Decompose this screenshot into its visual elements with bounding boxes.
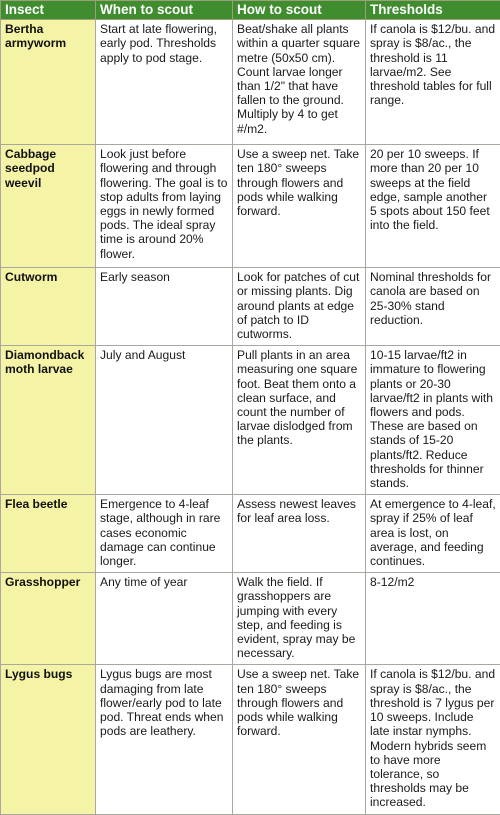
insect-name-cell: Bertha armyworm bbox=[1, 20, 96, 145]
insect-name-cell: Cabbage seedpod weevil bbox=[1, 145, 96, 268]
table-header-row bbox=[1, 1, 500, 20]
column-header-insect: Insect bbox=[1, 1, 96, 20]
how-to-scout-cell: Walk the field. If grasshoppers are jumping with every step, and feeding is evident, spray may be necessary. bbox=[233, 573, 366, 665]
threshold-cell: If canola is $12/bu. and spray is $8/ac., the threshold is 11 larvae/m2. See threshold tables for full range. bbox=[366, 20, 500, 145]
table-row bbox=[1, 495, 500, 573]
table-row bbox=[1, 20, 500, 145]
table-row bbox=[1, 268, 500, 346]
when-to-scout-cell: Start at late flowering, early pod. Thresholds apply to pod stage. bbox=[96, 20, 233, 145]
column-header-how-to-scout: How to scout bbox=[233, 1, 366, 20]
insect-name-cell: Diamondback moth larvae bbox=[1, 346, 96, 495]
how-to-scout-cell: Look for patches of cut or missing plants. Dig around plants at edge of patch to ID cutworms. bbox=[233, 268, 366, 346]
when-to-scout-cell: Emergence to 4-leaf stage, although in rare cases economic damage can continue longer. bbox=[96, 495, 233, 573]
table-row bbox=[1, 145, 500, 268]
threshold-cell: Nominal thresholds for canola are based on 25-30% stand reduction. bbox=[366, 268, 500, 346]
how-to-scout-cell: Assess newest leaves for leaf area loss. bbox=[233, 495, 366, 573]
threshold-cell: At emergence to 4-leaf, spray if 25% of leaf area is lost, on average, and feeding continues. bbox=[366, 495, 500, 573]
how-to-scout-cell: Beat/shake all plants within a quarter square metre (50x50 cm). Count larvae longer than 1/2" that have fallen to the ground. Multiply by 4 to get #/m2. bbox=[233, 20, 366, 145]
table-row bbox=[1, 573, 500, 665]
column-header-when-to-scout: When to scout bbox=[96, 1, 233, 20]
when-to-scout-cell: Look just before flowering and through flowering. The goal is to stop adults from laying eggs in newly formed pods. The ideal spray time is around 20% flower. bbox=[96, 145, 233, 268]
how-to-scout-cell: Use a sweep net. Take ten 180° sweeps through flowers and pods while walking forward. bbox=[233, 665, 366, 814]
insect-name-cell: Cutworm bbox=[1, 268, 96, 346]
when-to-scout-cell: Any time of year bbox=[96, 573, 233, 665]
insect-name-cell: Flea beetle bbox=[1, 495, 96, 573]
threshold-cell: If canola is $12/bu. and spray is $8/ac., the threshold is 7 lygus per 10 sweeps. Include late instar nymphs. Modern hybrids seem to have more tolerance, so thresholds may be increased. bbox=[366, 665, 500, 814]
threshold-cell: 10-15 larvae/ft2 in immature to flowering plants or 20-30 larvae/ft2 in plants with flowers and pods. These are based on stands of 15-20 plants/ft2. Reduce thresholds for thinner stands. bbox=[366, 346, 500, 495]
table-row bbox=[1, 665, 500, 814]
column-header-thresholds: Thresholds bbox=[366, 1, 500, 20]
how-to-scout-cell: Pull plants in an area measuring one square foot. Beat them onto a clean surface, and count the number of larvae dislodged from the plants. bbox=[233, 346, 366, 495]
threshold-cell: 20 per 10 sweeps. If more than 20 per 10 sweeps at the field edge, sample another 5 spots about 150 feet into the field. bbox=[366, 145, 500, 268]
insect-name-cell: Lygus bugs bbox=[1, 665, 96, 814]
how-to-scout-cell: Use a sweep net. Take ten 180° sweeps through flowers and pods while walking forward. bbox=[233, 145, 366, 268]
when-to-scout-cell: Early season bbox=[96, 268, 233, 346]
threshold-cell: 8-12/m2 bbox=[366, 573, 500, 665]
insect-name-cell: Grasshopper bbox=[1, 573, 96, 665]
when-to-scout-cell: July and August bbox=[96, 346, 233, 495]
table-row bbox=[1, 346, 500, 495]
when-to-scout-cell: Lygus bugs are most damaging from late flower/early pod to late pod. Threat ends when pods are leathery. bbox=[96, 665, 233, 814]
